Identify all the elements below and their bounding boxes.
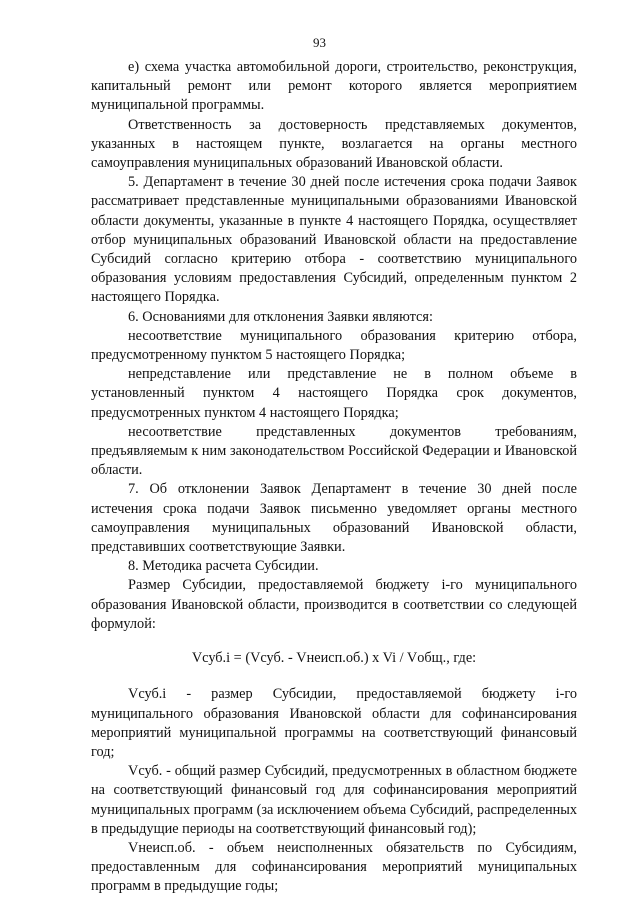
paragraph-def-vsub: Vсуб. - общий размер Субсидий, предусмотренных в областном бюджете на соответствующий финансовый год для софинансирования мероприятий муниципальных программ (за исключением объема Субсидий, распределенных в предыдущие периоды на соответствующий финансовый год); bbox=[91, 763, 577, 837]
paragraph-subsidy-size: Размер Субсидии, предоставляемой бюджету i-го муниципального образования Ивановской области, производится в соответствии со следующей формулой: bbox=[91, 577, 577, 632]
document-body bbox=[91, 58, 577, 897]
subsidy-formula: Vсуб.i = (Vсуб. - Vнеисп.об.) x Vi / Vобщ., где: bbox=[191, 650, 477, 667]
paragraph-item-6: 6. Основаниями для отклонения Заявки являются: bbox=[128, 308, 433, 325]
paragraph-rejection-reason-2: непредставление или представление не в полном объеме в установленный пунктом 4 настоящего Порядка срок документов, предусмотренных пунктом 4 настоящего Порядка; bbox=[91, 366, 577, 421]
page-number: 93 bbox=[313, 35, 326, 50]
paragraph-def-vneisp: Vнеисп.об. - объем неисполненных обязательств по Субсидиям, предоставленным для софинансирования мероприятий муниципальных программ в предыдущие годы; bbox=[91, 839, 577, 895]
paragraph-def-vsub-i: Vсуб.i - размер Субсидии, предоставляемой бюджету i-го муниципального образования Ивановской области для софинансирования мероприятий муниципальной программы на соответствующий финансовый год; bbox=[91, 686, 577, 760]
paragraph-item-8: 8. Методика расчета Субсидии. bbox=[128, 558, 319, 575]
paragraph-e-road-scheme: е) схема участка автомобильной дороги, строительство, реконструкция, капитальный ремонт или ремонт которого является мероприятием муниципальной программы. bbox=[91, 59, 577, 114]
paragraph-rejection-reason-3: несоответствие представленных документов требованиям, предъявляемым к ним законодательством Российской Федерации и Ивановской области. bbox=[91, 423, 577, 479]
paragraph-responsibility: Ответственность за достоверность представляемых документов, указанных в настоящем пункте, возлагается на органы местного самоуправления муниципальных образований Ивановской области. bbox=[91, 116, 577, 172]
paragraph-rejection-reason-1: несоответствие муниципального образования критерию отбора, предусмотренному пунктом 5 настоящего Порядка; bbox=[91, 327, 577, 364]
paragraph-item-7: 7. Об отклонении Заявок Департамент в течение 30 дней после истечения срока подачи Заявок письменно уведомляет органы местного самоуправления муниципальных образований Ивановской области, представивших соответствующие Заявки. bbox=[91, 481, 577, 556]
paragraph-item-5: 5. Департамент в течение 30 дней после истечения срока подачи Заявок рассматривает представленные муниципальными образованиями Ивановской области документы, указанные в пункте 4 настоящего Порядка, осуществляет отбор муниципальных образований Ивановской области на предоставление Субсидий согласно критерию отбора - соответствию муниципального образования условиям предоставления Субсидий, определенным пунктом 2 настоящего Порядка. bbox=[91, 174, 577, 306]
